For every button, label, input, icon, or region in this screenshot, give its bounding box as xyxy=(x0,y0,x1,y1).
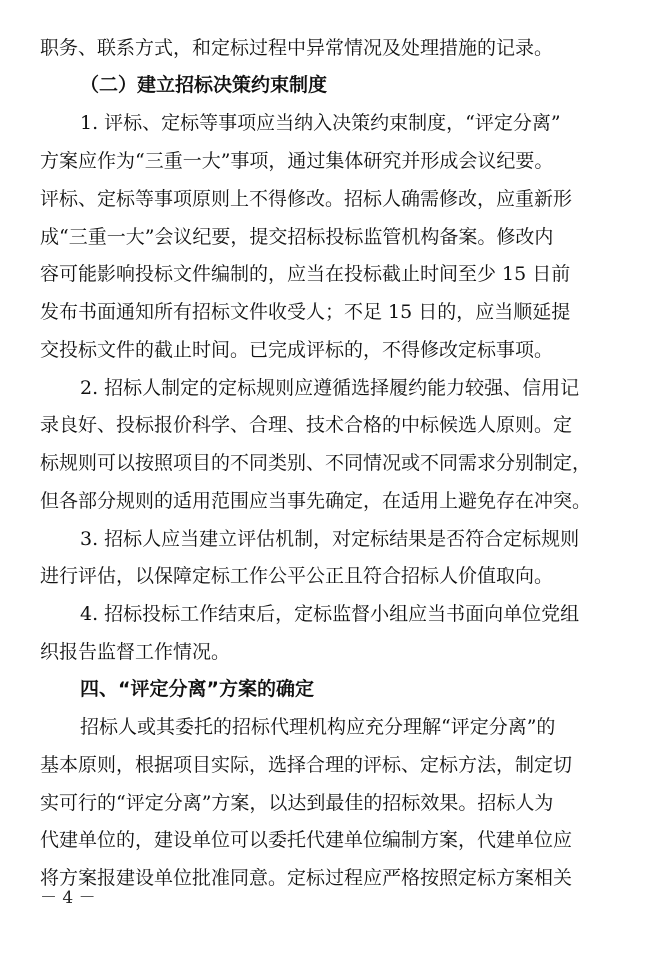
text-line: 进行评估，以保障定标工作公平公正且符合招标人价值取向。 xyxy=(40,565,554,587)
text-line: 将方案报建设单位批准同意。定标过程应严格按照定标方案相关 xyxy=(40,867,573,889)
text-line: 方案应作为“三重一大”事项，通过集体研究并形成会议纪要。 xyxy=(40,150,554,172)
text-line: 招标人或其委托的招标代理机构应充分理解“评定分离”的 xyxy=(80,716,556,738)
text-line: 但各部分规则的适用范围应当事先确定，在适用上避免存在冲突。 xyxy=(40,490,592,512)
text-line: 职务、联系方式，和定标过程中异常情况及处理措施的记录。 xyxy=(40,37,554,59)
text-line: 成“三重一大”会议纪要，提交招标投标监管机构备案。修改内 xyxy=(40,226,554,248)
text-line: 2. 招标人制定的定标规则应遵循选择履约能力较强、信用记 xyxy=(80,377,580,399)
text-line: 1. 评标、定标等事项应当纳入决策约束制度，“评定分离” xyxy=(80,112,561,134)
text-line: 基本原则，根据项目实际，选择合理的评标、定标方法，制定切 xyxy=(40,754,573,776)
text-line: 容可能影响投标文件编制的，应当在投标截止时间至少 15 日前 xyxy=(40,263,571,285)
text-line: 评标、定标等事项原则上不得修改。招标人确需修改，应重新形 xyxy=(40,188,573,210)
text-line: 实可行的“评定分离”方案，以达到最佳的招标效果。招标人为 xyxy=(40,792,554,814)
text-line: 标规则可以按照项目的不同类别、不同情况或不同需求分别制定， xyxy=(40,452,592,474)
section-heading: 四、“评定分离”方案的确定 xyxy=(80,678,314,700)
text-line: 交投标文件的截止时间。已完成评标的，不得修改定标事项。 xyxy=(40,339,554,361)
section-heading: （二）建立招标决策约束制度 xyxy=(80,74,328,96)
page-number: － 4 － xyxy=(40,888,96,908)
text-line: 发布书面通知所有招标文件收受人；不足 15 日的，应当顺延提 xyxy=(40,301,571,323)
text-line: 录良好、投标报价科学、合理、技术合格的中标候选人原则。定 xyxy=(40,414,573,436)
text-line: 3. 招标人应当建立评估机制，对定标结果是否符合定标规则 xyxy=(80,528,580,550)
text-line: 织报告监督工作情况。 xyxy=(40,641,231,663)
text-line: 4. 招标投标工作结束后，定标监督小组应当书面向单位党组 xyxy=(80,603,580,625)
text-line: 代建单位的，建设单位可以委托代建单位编制方案，代建单位应 xyxy=(40,829,573,851)
